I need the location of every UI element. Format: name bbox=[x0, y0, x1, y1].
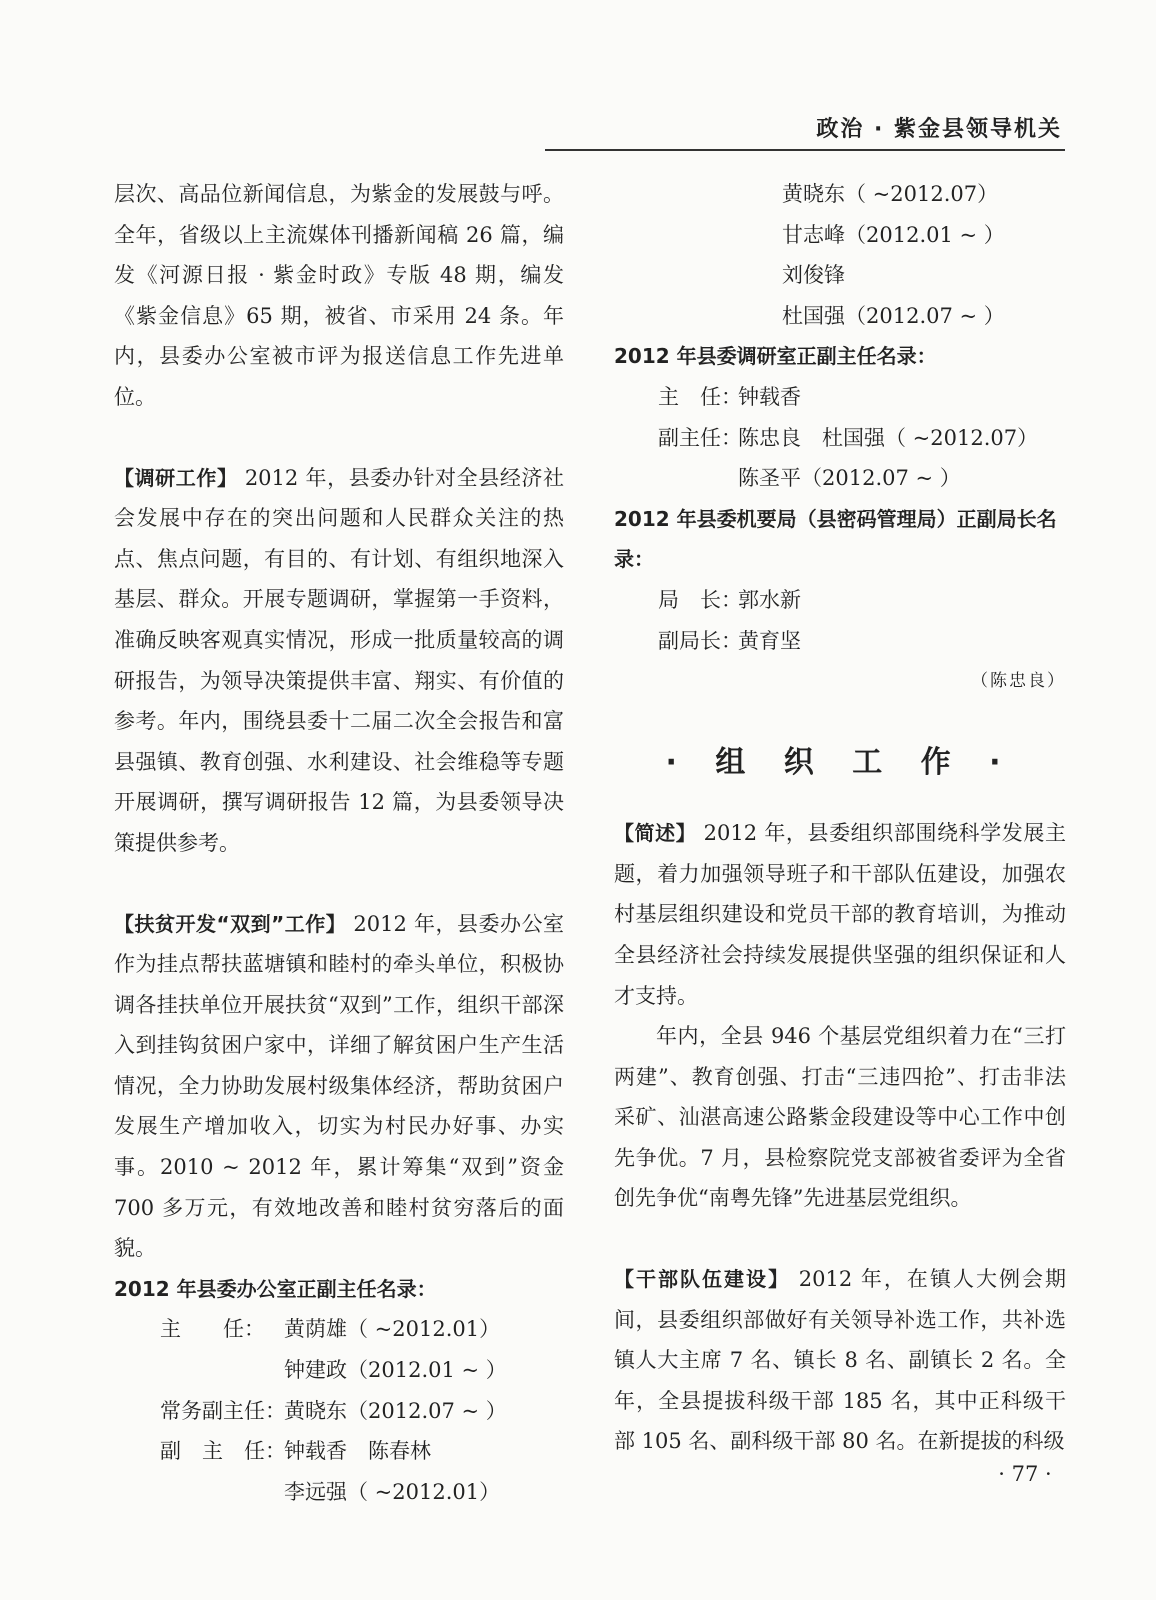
list-item: 主 任： 黄荫雄（ ~2012.01） bbox=[160, 1317, 501, 1342]
left-column bbox=[114, 174, 564, 1512]
office-list-title: 2012 年县委办公室正副主任名录： bbox=[114, 1276, 437, 1301]
research-office-list-title: 2012 年县委调研室正副主任名录： bbox=[614, 344, 937, 369]
research-heading: 【调研工作】 bbox=[114, 465, 238, 490]
right-column bbox=[614, 174, 1066, 1462]
cadre-paragraph bbox=[614, 1259, 1066, 1462]
cadre-body: 2012 年，在镇人大例会期间，县委组织部做好有关领导补选工作，共补选镇人大主席 7 名、镇长 8 名、副镇长 2 名。全年，全县提拔科级干部 185 名，其中正科级干部 105 名、副科级干部 80 名。在新提拔的科级 bbox=[614, 1267, 1066, 1454]
bureau-list-title: 2012 年县委机要局（县密码管理局）正副局长名录： bbox=[614, 506, 1057, 572]
poverty-paragraph bbox=[114, 904, 564, 1269]
office-list bbox=[114, 1309, 564, 1512]
summary-heading: 【简述】 bbox=[614, 821, 697, 846]
list-item: 副局长：黄育坚 bbox=[658, 628, 801, 653]
bureau-list bbox=[614, 580, 1066, 661]
research-office-list bbox=[614, 377, 1066, 499]
list-item: 常务副主任：黄晓东（2012.07 ~ ） bbox=[160, 1398, 507, 1423]
intro-paragraph: 层次、高品位新闻信息，为紫金的发展鼓与呼。全年，省级以上主流媒体刊播新闻稿 26 篇，编发《河源日报 · 紫金时政》专版 48 期，编发《紫金信息》65 期，被省、市采用 24 条。年内，县委办公室被市评为报送信息工作先进单位。 bbox=[114, 182, 564, 409]
cadre-heading: 【干部队伍建设】 bbox=[614, 1267, 791, 1292]
office-list-continued bbox=[614, 174, 1066, 336]
summary-body: 2012 年，县委组织部围绕科学发展主题，着力加强领导班子和干部队伍建设，加强农村基层组织建设和党员干部的教育培训，为推动全县经济社会持续发展提供坚强的组织保证和人才支持。 bbox=[614, 821, 1066, 1008]
list-item: 副 主 任：钟载香 陈春林 bbox=[160, 1439, 431, 1464]
list-item: 杜国强（2012.07 ~ ） bbox=[782, 303, 1005, 328]
list-item: 刘俊锋 bbox=[782, 263, 845, 288]
poverty-heading: 【扶贫开发“双到”工作】 bbox=[114, 911, 347, 936]
list-item: 局 长：郭水新 bbox=[658, 587, 801, 612]
list-item: 钟建政（2012.01 ~ ） bbox=[284, 1358, 507, 1383]
list-item: 副主任：陈忠良 杜国强（ ~2012.07） bbox=[658, 425, 1039, 450]
running-header: 政治 · 紫金县领导机关 bbox=[816, 117, 1062, 142]
list-item: 黄晓东（ ~2012.07） bbox=[782, 182, 999, 206]
page-number: · 77 · bbox=[998, 1462, 1052, 1486]
poverty-body: 2012 年，县委办公室作为挂点帮扶蓝塘镇和睦村的牵头单位，积极协调各挂扶单位开展扶贫“双到”工作，组织干部深入到挂钩贫困户家中，详细了解贫困户生产生活情况，全力协助发展村级集体经济，帮助贫困户发展生产增加收入，切实为村民办好事、办实事。2010 ~ 2012 年，累计筹集“双到”资金 700 多万元，有效地改善和睦村贫穷落后的面貌。 bbox=[114, 911, 564, 1261]
research-paragraph bbox=[114, 458, 564, 864]
header-rule bbox=[545, 149, 1065, 151]
list-item: 陈圣平（2012.07 ~ ） bbox=[738, 466, 961, 491]
list-item: 甘志峰（2012.01 ~ ） bbox=[782, 222, 1005, 247]
research-body: 2012 年，县委办针对全县经济社会发展中存在的突出问题和人民群众关注的热点、焦点问题，有目的、有计划、有组织地深入基层、群众。开展专题调研，掌握第一手资料，准确反映客观真实情况，形成一批质量较高的调研报告，为领导决策提供丰富、翔实、有价值的参考。年内，围绕县委十二届二次全会报告和富县强镇、教育创强、水利建设、社会维稳等专题开展调研，撰写调研报告 12 篇，为县委领导决策提供参考。 bbox=[114, 465, 564, 855]
section-title: · 组 织 工 作 · bbox=[665, 745, 1015, 781]
list-item: 主 任：钟载香 bbox=[658, 384, 801, 409]
list-item: 李远强（ ~2012.01） bbox=[284, 1479, 501, 1504]
author-credit: （陈忠良） bbox=[971, 671, 1066, 692]
summary-paragraph-2: 年内，全县 946 个基层党组织着力在“三打两建”、教育创强、打击“三违四抢”、打击非法采矿、汕湛高速公路紫金段建设等中心工作中创先争优。7 月，县检察院党支部被省委评为全省创先争优“南粤先锋”先进基层党组织。 bbox=[614, 1024, 1066, 1211]
summary-paragraph bbox=[614, 813, 1066, 1016]
